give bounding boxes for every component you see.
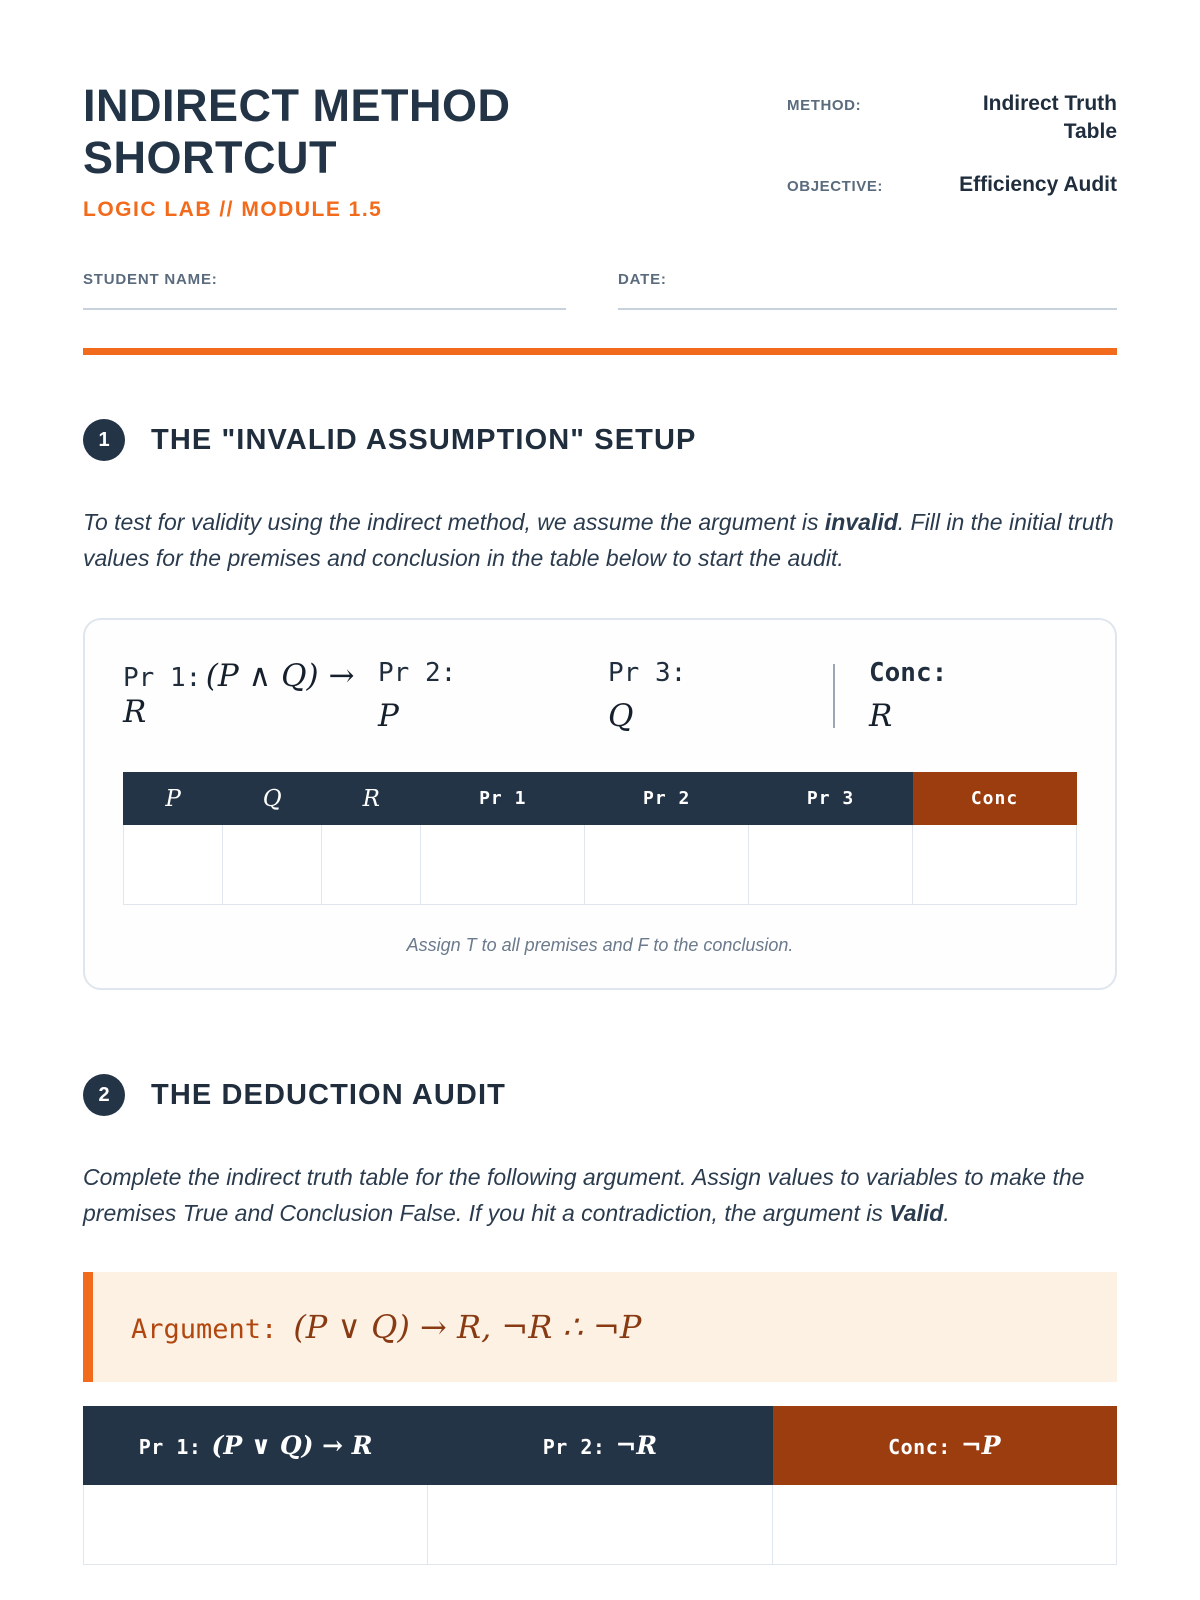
col-header-pr3: Pr 3 [749, 773, 913, 825]
date-label: DATE: [618, 271, 667, 289]
blank-cell-pr3[interactable] [749, 825, 913, 905]
premises-divider [833, 664, 835, 728]
audit-pr2-formula: ¬R [615, 1430, 658, 1460]
blank-cell-q[interactable] [223, 825, 322, 905]
intro-2-bold: Valid [889, 1199, 944, 1226]
audit-pr2-label: Pr 2: [542, 1434, 606, 1459]
blank-cell-conc[interactable] [913, 825, 1077, 905]
audit-col-conc [772, 1406, 1116, 1484]
blank-cell-r[interactable] [322, 825, 421, 905]
col-header-pr2: Pr 2 [585, 773, 749, 825]
intro-1-pre: To test for validity using the indirect method, we assume the argument is [83, 509, 825, 536]
intro-1-post: . Fill in the initial truth values for the premises and conclusion in the table below to start the audit. [83, 509, 1114, 571]
premise-2-label: Pr 2: [378, 658, 457, 689]
audit-table-blank-row [84, 1484, 1117, 1564]
audit-blank-cell-pr1[interactable] [84, 1484, 428, 1564]
argument-formula: (P ∨ Q) → R, ¬R ∴ ¬P [293, 1307, 642, 1346]
student-name-label: STUDENT NAME: [83, 271, 218, 289]
page-subtitle: LOGIC LAB // MODULE 1.5 [83, 197, 383, 221]
audit-col-pr1 [84, 1406, 428, 1484]
col-header-p: P [124, 773, 223, 825]
premise-2-formula: P [378, 698, 399, 735]
premise-1-formula: (P ∧ Q) → R [123, 658, 355, 731]
setup-truth-table [123, 772, 1077, 905]
audit-conc-label: Conc: [888, 1434, 951, 1459]
setup-caption: Assign T to all premises and F to the conclusion. [406, 935, 794, 956]
orange-divider [83, 348, 1117, 355]
setup-table-blank-row [124, 825, 1077, 905]
premise-1-label: Pr 1: [123, 663, 202, 694]
premises-row [123, 658, 1077, 734]
setup-table-header-row [124, 773, 1077, 825]
method-value: Indirect Truth Table [982, 92, 1117, 144]
section-1-number-badge: 1 [83, 419, 125, 461]
section-1-title: THE "INVALID ASSUMPTION" SETUP [151, 423, 697, 456]
conclusion [869, 658, 947, 734]
col-header-pr1: Pr 1 [421, 773, 585, 825]
audit-pr1-formula: (P ∨ Q) → R [211, 1430, 373, 1460]
premise-2 [378, 658, 608, 734]
header [83, 80, 1117, 223]
date-input-line[interactable] [618, 288, 1117, 310]
premise-1 [123, 658, 378, 734]
argument-callout [83, 1272, 1117, 1382]
setup-card [83, 618, 1117, 990]
intro-1-bold: invalid [824, 509, 898, 536]
objective-label: OBJECTIVE: [787, 177, 884, 195]
intro-2-post: . [943, 1199, 950, 1226]
audit-truth-table [83, 1406, 1117, 1565]
student-name-field [83, 271, 566, 310]
fill-in-fields [83, 271, 1117, 310]
meta-method-row [787, 90, 1117, 147]
student-name-input-line[interactable] [83, 288, 566, 310]
premise-3-formula: Q [608, 698, 634, 735]
audit-blank-cell-conc[interactable] [772, 1484, 1116, 1564]
intro-2-pre: Complete the indirect truth table for the following argument. Assign values to variables to make the premises True and Conclusion False. If you hit a contradiction, the argument is [83, 1164, 1085, 1226]
audit-table-header-row [84, 1406, 1117, 1484]
date-field [618, 271, 1117, 310]
method-label: METHOD: [787, 97, 862, 114]
section-2-intro [83, 1160, 1117, 1231]
audit-blank-cell-pr2[interactable] [428, 1484, 772, 1564]
col-header-r: R [322, 773, 421, 825]
section-1-intro [83, 505, 1117, 576]
audit-col-pr2 [428, 1406, 772, 1484]
objective-value: Efficiency Audit [959, 172, 1117, 196]
section-2-heading [83, 1074, 1117, 1116]
audit-conc-formula: ¬P [960, 1430, 1001, 1460]
header-meta [787, 90, 1117, 223]
section-2-number-badge: 2 [83, 1074, 125, 1116]
blank-cell-pr2[interactable] [585, 825, 749, 905]
audit-pr1-label: Pr 1: [138, 1434, 202, 1459]
meta-objective-row [787, 171, 1117, 199]
col-header-conc: Conc [913, 773, 1077, 825]
section-1-heading [83, 419, 1117, 461]
argument-label: Argument: [131, 1313, 278, 1345]
conclusion-formula: R [869, 698, 893, 735]
premise-3-label: Pr 3: [608, 658, 687, 689]
col-header-q: Q [223, 773, 322, 825]
page-title: INDIRECT METHOD SHORTCUT [83, 80, 511, 183]
premise-3 [608, 658, 833, 734]
blank-cell-pr1[interactable] [421, 825, 585, 905]
conclusion-label: Conc: [869, 658, 948, 689]
blank-cell-p[interactable] [124, 825, 223, 905]
section-2-title: THE DEDUCTION AUDIT [151, 1078, 506, 1111]
